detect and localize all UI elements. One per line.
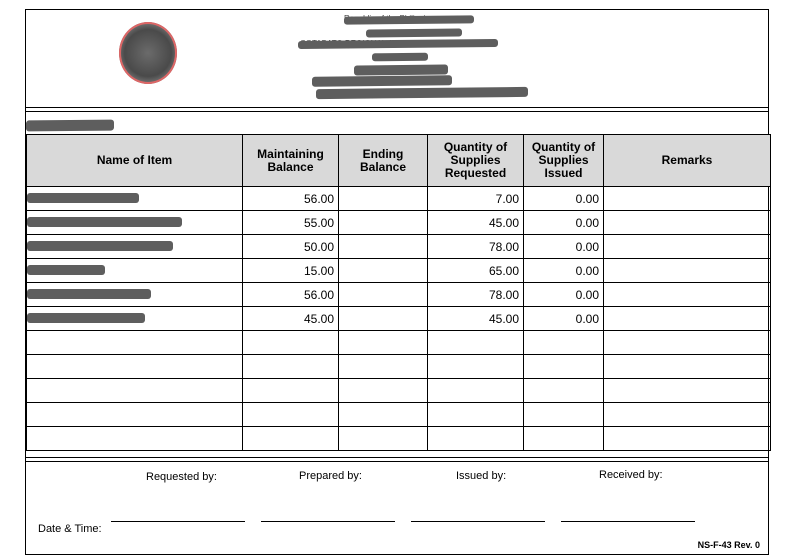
quantity-requested-cell: 45.00: [428, 211, 524, 235]
empty-table-row: [27, 403, 771, 427]
quantity-issued-cell: 0.00: [524, 235, 604, 259]
redaction-bar: [27, 289, 151, 299]
quantity-issued-cell: 0.00: [524, 283, 604, 307]
empty-cell: [27, 379, 243, 403]
empty-cell: [339, 331, 428, 355]
remarks-cell: [604, 307, 771, 331]
col-remarks: Remarks: [604, 135, 771, 187]
item-name-cell: [27, 187, 243, 211]
header-separator: [26, 107, 768, 108]
requested-by-label: Requested by:: [146, 471, 217, 483]
empty-cell: [243, 355, 339, 379]
empty-cell: [428, 427, 524, 451]
empty-cell: [604, 355, 771, 379]
item-name-cell: [27, 283, 243, 307]
maintaining-balance-cell: 55.00: [243, 211, 339, 235]
empty-cell: [428, 379, 524, 403]
ending-balance-cell: [339, 235, 428, 259]
table-header-row: [27, 135, 771, 187]
empty-cell: [604, 403, 771, 427]
ending-balance-cell: [339, 307, 428, 331]
ending-balance-cell: [339, 187, 428, 211]
empty-cell: [243, 403, 339, 427]
quantity-requested-cell: 78.00: [428, 283, 524, 307]
empty-table-row: [27, 331, 771, 355]
supplies-table: [26, 134, 771, 451]
remarks-cell: [604, 187, 771, 211]
maintaining-balance-cell: 15.00: [243, 259, 339, 283]
empty-cell: [27, 355, 243, 379]
table-row: [27, 211, 771, 235]
empty-cell: [27, 331, 243, 355]
empty-cell: [524, 427, 604, 451]
prepared-by-label: Prepared by:: [299, 470, 362, 482]
redaction-bar: [316, 87, 528, 99]
empty-cell: [243, 427, 339, 451]
redaction-bar: [354, 65, 448, 76]
prepared-by-signature-line: [261, 521, 395, 522]
requisition-form: [25, 9, 769, 555]
ending-balance-cell: [339, 211, 428, 235]
redaction-bar: [27, 241, 173, 251]
empty-cell: [243, 331, 339, 355]
empty-cell: [428, 355, 524, 379]
item-name-cell: [27, 211, 243, 235]
footer-separator: [26, 461, 768, 462]
empty-cell: [339, 427, 428, 451]
redaction-bar: [27, 193, 139, 203]
col-quantity-requested: Quantity of Supplies Requested: [428, 135, 524, 187]
maintaining-balance-cell: 56.00: [243, 283, 339, 307]
redacted-department: [26, 120, 114, 132]
empty-cell: [604, 427, 771, 451]
quantity-requested-cell: 45.00: [428, 307, 524, 331]
remarks-cell: [604, 259, 771, 283]
received-by-signature-line: [561, 521, 695, 522]
redaction-bar: [344, 15, 474, 24]
quantity-requested-cell: 7.00: [428, 187, 524, 211]
form-number: NS-F-43 Rev. 0: [697, 540, 760, 550]
empty-cell: [339, 355, 428, 379]
hospital-seal-logo: [119, 22, 177, 84]
empty-cell: [339, 403, 428, 427]
empty-cell: [524, 331, 604, 355]
header-separator: [26, 111, 768, 112]
item-name-cell: [27, 307, 243, 331]
quantity-issued-cell: 0.00: [524, 187, 604, 211]
empty-cell: [243, 379, 339, 403]
empty-cell: [524, 379, 604, 403]
redaction-bar: [27, 217, 182, 227]
maintaining-balance-cell: 56.00: [243, 187, 339, 211]
empty-cell: [524, 403, 604, 427]
redaction-bar: [27, 313, 145, 323]
remarks-cell: [604, 211, 771, 235]
empty-table-row: [27, 427, 771, 451]
empty-cell: [428, 331, 524, 355]
remarks-cell: [604, 235, 771, 259]
received-by-label: Received by:: [599, 469, 663, 481]
col-maintaining-balance: Maintaining Balance: [243, 135, 339, 187]
issued-by-label: Issued by:: [456, 470, 507, 482]
empty-cell: [524, 355, 604, 379]
quantity-requested-cell: 65.00: [428, 259, 524, 283]
date-time-label: Date & Time:: [38, 523, 102, 535]
redaction-bar: [27, 265, 105, 275]
redaction-bar: [366, 28, 462, 37]
item-name-cell: [27, 259, 243, 283]
empty-cell: [27, 427, 243, 451]
item-name-cell: [27, 235, 243, 259]
table-row: [27, 187, 771, 211]
table-row: [27, 259, 771, 283]
table-row: [27, 235, 771, 259]
redaction-bar: [312, 75, 452, 86]
quantity-issued-cell: 0.00: [524, 307, 604, 331]
maintaining-balance-cell: 50.00: [243, 235, 339, 259]
ending-balance-cell: [339, 259, 428, 283]
footer-separator: [26, 457, 768, 458]
col-ending-balance: Ending Balance: [339, 135, 428, 187]
requested-by-signature-line: [111, 521, 245, 522]
redaction-bar: [372, 53, 428, 62]
empty-cell: [27, 403, 243, 427]
table-row: [27, 283, 771, 307]
quantity-issued-cell: 0.00: [524, 211, 604, 235]
ending-balance-cell: [339, 283, 428, 307]
quantity-requested-cell: 78.00: [428, 235, 524, 259]
empty-table-row: [27, 379, 771, 403]
issued-by-signature-line: [411, 521, 545, 522]
empty-cell: [604, 331, 771, 355]
maintaining-balance-cell: 45.00: [243, 307, 339, 331]
empty-table-row: [27, 355, 771, 379]
col-name-of-item: Name of Item: [27, 135, 243, 187]
col-quantity-issued: Quantity of Supplies Issued: [524, 135, 604, 187]
empty-cell: [428, 403, 524, 427]
empty-cell: [339, 379, 428, 403]
table-row: [27, 307, 771, 331]
quantity-issued-cell: 0.00: [524, 259, 604, 283]
empty-cell: [604, 379, 771, 403]
remarks-cell: [604, 283, 771, 307]
